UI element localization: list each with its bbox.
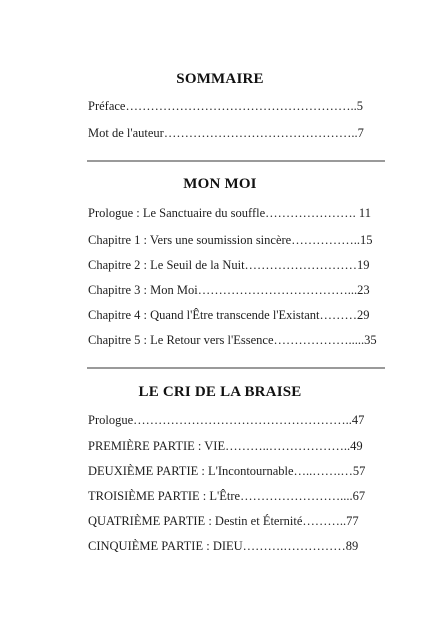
toc-entry-prologue: Prologue……………………………………………..47 — [88, 413, 365, 427]
sommaire-title: SOMMAIRE — [176, 71, 264, 87]
section-divider — [87, 367, 385, 369]
toc-entry-chapitre-2: Chapitre 2 : Le Seuil de la Nuit………………………19 — [88, 258, 370, 272]
toc-entry-deuxieme-partie: DEUXIÈME PARTIE : L'Incontournable…..…….…57 — [88, 464, 366, 478]
mon-moi-title: MON MOI — [183, 176, 257, 192]
toc-entry-preface: Préface………………………………………………..5 — [88, 99, 363, 113]
toc-entry-prologue-sanctuaire: Prologue : Le Sanctuaire du souffle…………………. 11 — [88, 206, 371, 220]
toc-entry-quatrieme-partie: QUATRIÈME PARTIE : Destin et Éternité………..77 — [88, 514, 359, 528]
toc-entry-troisieme-partie: TROISIÈME PARTIE : L'Être……………………....67 — [88, 489, 366, 503]
le-cri-title: LE CRI DE LA BRAISE — [138, 384, 302, 400]
toc-entry-chapitre-3: Chapitre 3 : Mon Moi………………………………...23 — [88, 283, 370, 297]
toc-entry-chapitre-4: Chapitre 4 : Quand l'Être transcende l'Existant………29 — [88, 308, 370, 322]
toc-entry-mot-auteur: Mot de l'auteur………………………………………..7 — [88, 126, 364, 140]
toc-entry-premiere-partie: PREMIÈRE PARTIE : VIE………..………………..49 — [88, 439, 363, 453]
toc-entry-chapitre-5: Chapitre 5 : Le Retour vers l'Essence……………….....35 — [88, 333, 377, 347]
toc-entry-cinquieme-partie: CINQUIÈME PARTIE : DIEU……….……………89 — [88, 539, 359, 553]
toc-entry-chapitre-1: Chapitre 1 : Vers une soumission sincère……………..15 — [88, 233, 373, 247]
section-divider — [87, 160, 385, 162]
